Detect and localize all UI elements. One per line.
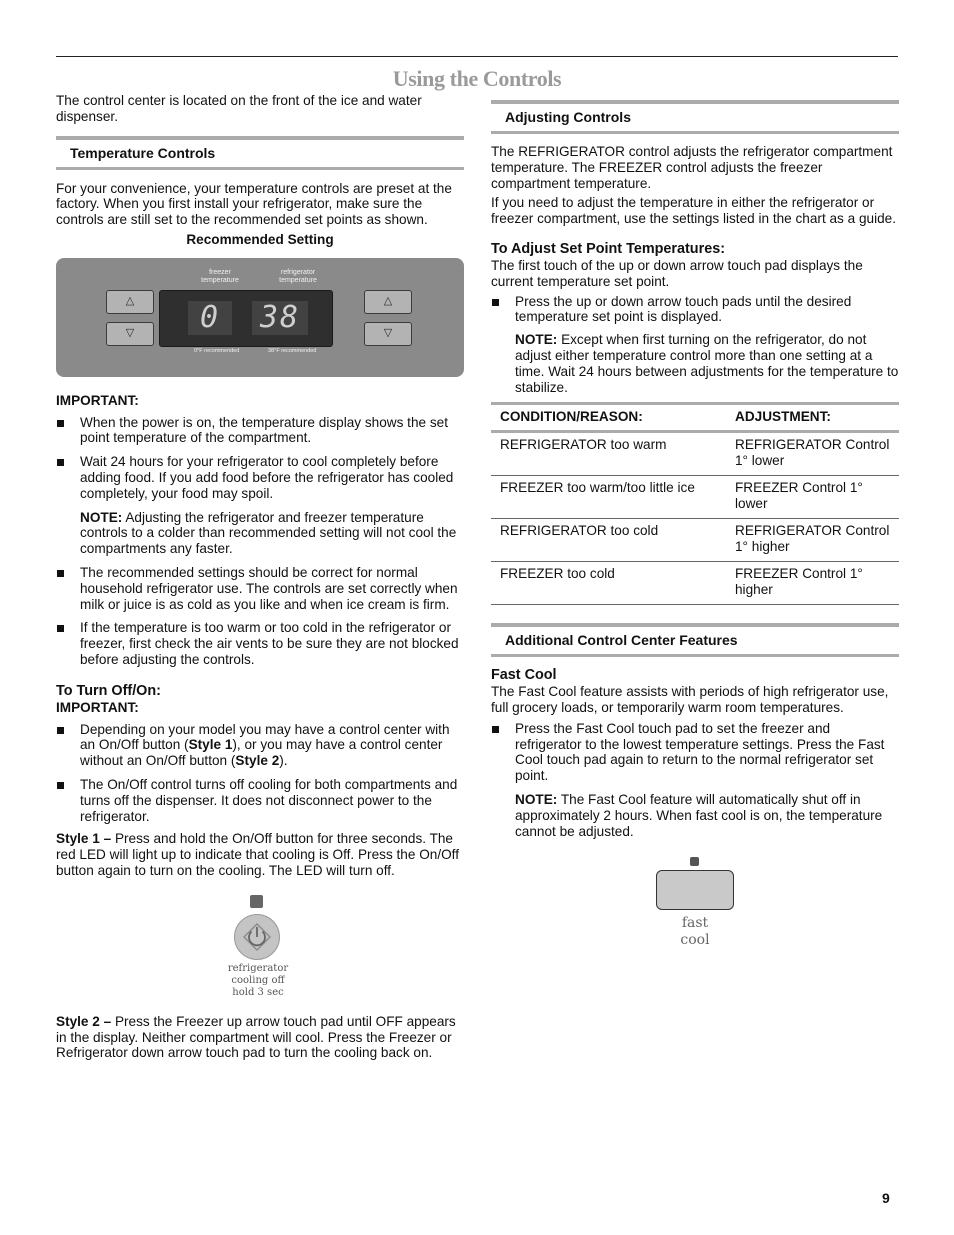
table-cell: REFRIGERATOR Control 1° lower xyxy=(726,432,899,476)
recommended-setting-label: Recommended Setting xyxy=(186,231,334,247)
table-cell: REFRIGERATOR too cold xyxy=(491,519,726,562)
table-cell: FREEZER Control 1° higher xyxy=(726,562,899,605)
down-arrow-icon: ▽ xyxy=(125,327,135,340)
table-row xyxy=(491,562,899,605)
table-header-row xyxy=(491,404,899,432)
fast-cool-list xyxy=(491,721,899,784)
note-label: NOTE: xyxy=(515,332,558,348)
refrigerator-down-button[interactable] xyxy=(364,322,412,346)
refrigerator-temperature-label: refrigerator temperature xyxy=(279,268,317,284)
down-arrow-icon: ▽ xyxy=(383,327,393,340)
led-indicator-icon xyxy=(690,857,699,866)
important-label: IMPORTANT: xyxy=(56,392,139,408)
table-cell: FREEZER too cold xyxy=(491,562,726,605)
freezer-down-button[interactable] xyxy=(106,322,154,346)
caption-line: refrigerator xyxy=(227,962,289,974)
fast-cool-paragraph: The Fast Cool feature assists with periods of high refrigerator use, full grocery loads, or temporarily warm room temperatures. xyxy=(491,684,889,715)
table-row xyxy=(491,432,899,476)
adjusting-controls-heading: Adjusting Controls xyxy=(491,100,899,134)
intro-paragraph: The control center is located on the front of the ice and water dispenser. xyxy=(56,93,422,124)
note-adjusting-colder xyxy=(56,510,464,557)
important-list-continued xyxy=(56,565,464,668)
refrigerator-recommended-label: 38°F recommended xyxy=(268,347,317,354)
list-item: The On/Off control turns off cooling for both compartments and turns off the dispenser. It does not disconnect power to the refrigerator. xyxy=(56,777,464,824)
style-2-label: Style 2 xyxy=(235,753,280,769)
style-2-text: Press the Freezer up arrow touch pad until OFF appears in the display. Neither compartment will cool. Press the Freezer or Refrigerator down arrow touch pad to turn the cooling back on. xyxy=(56,1013,456,1061)
caption-line: fast xyxy=(681,915,709,932)
fast-cool-illustration xyxy=(491,849,899,949)
list-item: Press the Fast Cool touch pad to set the freezer and refrigerator to the lowest temperature settings. Press the Fast Cool touch pad again to return to the normal refrigerator set point. xyxy=(491,721,899,784)
note-fast-cool xyxy=(491,792,899,839)
fast-cool-caption xyxy=(656,915,734,949)
style-1-heading: Style 1 – xyxy=(56,831,112,847)
note-one-setting xyxy=(491,332,899,395)
freezer-recommended-label: 0°F recommended xyxy=(194,347,240,354)
temperature-display xyxy=(159,290,333,347)
freezer-up-button[interactable] xyxy=(106,290,154,314)
top-rule xyxy=(56,56,898,57)
temperature-controls-heading: Temperature Controls xyxy=(56,136,464,170)
set-point-list xyxy=(491,294,899,326)
refrigerator-temperature-value: 38 xyxy=(252,301,308,335)
freezer-temperature-value: 0 xyxy=(188,301,232,335)
freezer-temperature-label: freezer temperature xyxy=(201,268,239,284)
list-item: When the power is on, the temperature display shows the set point temperature of the compartment. xyxy=(56,415,464,447)
page-title: Using the Controls xyxy=(392,66,562,91)
refrigerator-up-button[interactable] xyxy=(364,290,412,314)
style-2-heading: Style 2 – xyxy=(56,1013,112,1029)
caption-line: hold 3 sec xyxy=(232,986,284,998)
power-icon xyxy=(235,915,279,959)
note-label: NOTE: xyxy=(515,791,558,807)
list-item: The recommended settings should be correct for normal household refrigerator use. The controls are set correctly when milk or juice is as cold as you like and when ice cream is firm. xyxy=(56,565,464,612)
table-row xyxy=(491,519,899,562)
on-off-button[interactable] xyxy=(234,914,280,960)
temperature-paragraph: For your convenience, your temperature controls are preset at the factory. When you first install your refrigerator, make sure the controls are still set to the recommended set points as shown. xyxy=(56,180,452,228)
note-text: Except when first turning on the refrigerator, do not adjust either temperature control more than one setting at a time. Wait 24 hours between adjustments for the temperature to stabilize. xyxy=(515,332,899,395)
list-item xyxy=(56,722,464,769)
list-item: Wait 24 hours for your refrigerator to cool completely before adding food. If you add food before the refrigerator has cooled completely, your food may spoil. xyxy=(56,454,464,501)
table-cell: FREEZER Control 1° lower xyxy=(726,476,899,519)
control-panel-illustration xyxy=(56,258,464,377)
on-off-list xyxy=(56,722,464,825)
additional-features-heading: Additional Control Center Features xyxy=(491,623,899,657)
column-header-condition: CONDITION/REASON: xyxy=(491,404,726,432)
caption-line: cool xyxy=(680,932,710,949)
set-point-paragraph: The first touch of the up or down arrow touch pad displays the current temperature set point. xyxy=(491,257,863,289)
left-column xyxy=(56,93,464,1061)
style-1-text: Press and hold the On/Off button for three seconds. The red LED will light up to indicate that cooling is Off. Press the On/Off button again to turn on the cooling. The LED will turn off. xyxy=(56,831,459,878)
caption-line: cooling off xyxy=(231,974,285,986)
style-1-paragraph xyxy=(56,831,464,878)
table-row xyxy=(491,476,899,519)
text-run: ). xyxy=(279,753,288,769)
note-text: The Fast Cool feature will automatically shut off in approximately 2 hours. When fast cool is on, the temperature cannot be adjusted. xyxy=(515,791,883,839)
note-label: NOTE: xyxy=(80,509,123,525)
text-run: Depending on your model you may have a control center with an On/Off button ( xyxy=(80,721,450,753)
important-label-2: IMPORTANT: xyxy=(56,699,139,715)
up-arrow-icon: △ xyxy=(383,295,393,308)
style-2-paragraph xyxy=(56,1014,464,1061)
table-cell: REFRIGERATOR Control 1° higher xyxy=(726,519,899,562)
table-cell: FREEZER too warm/too little ice xyxy=(491,476,726,519)
adjusting-paragraph-2: If you need to adjust the temperature in either the refrigerator or freezer compartment, use the settings listed in the chart as a guide. xyxy=(491,195,897,227)
fast-cool-heading: Fast Cool xyxy=(491,667,557,684)
important-list xyxy=(56,415,464,502)
set-point-heading: To Adjust Set Point Temperatures: xyxy=(491,240,726,257)
power-button-caption xyxy=(206,963,310,999)
fast-cool-button[interactable] xyxy=(656,870,734,910)
right-column xyxy=(491,100,899,949)
note-text: Adjusting the refrigerator and freezer temperature controls to a colder than recommended setting will not cool the compartments any faster. xyxy=(80,509,457,557)
up-arrow-icon: △ xyxy=(125,295,135,308)
list-item: If the temperature is too warm or too cold in the refrigerator or freezer, first check the air vents to be sure they are not blocked before adjusting the controls. xyxy=(56,620,464,667)
style-1-label: Style 1 xyxy=(188,737,233,753)
power-button-illustration xyxy=(56,887,464,1017)
column-header-adjustment: ADJUSTMENT: xyxy=(726,404,899,432)
led-indicator-icon xyxy=(250,895,263,908)
list-item: Press the up or down arrow touch pads until the desired temperature set point is displayed. xyxy=(491,294,899,326)
adjustment-table xyxy=(491,402,899,605)
turn-off-on-heading: To Turn Off/On: xyxy=(56,682,161,699)
page-number: 9 xyxy=(882,1190,890,1206)
text-run: ), or you may have a control center without an On/Off button ( xyxy=(80,737,443,769)
adjusting-paragraph-1: The REFRIGERATOR control adjusts the refrigerator compartment temperature. The FREEZER control adjusts the freezer compartment temperature. xyxy=(491,144,893,191)
table-cell: REFRIGERATOR too warm xyxy=(491,432,726,476)
